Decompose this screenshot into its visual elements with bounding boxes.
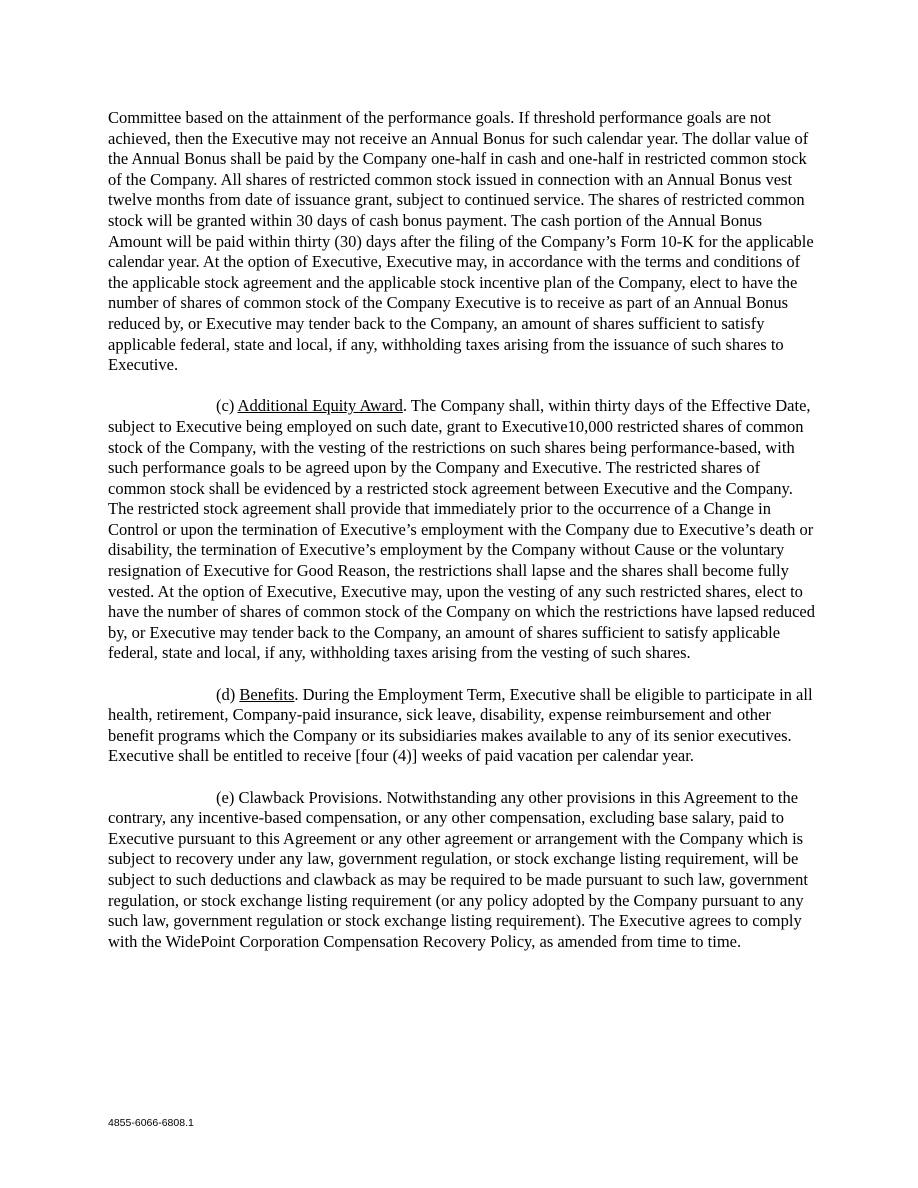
section-d-text: . During the Employment Term, Executive shall be eligible to participate in all health, retirement, Company-paid insurance, sick leave, disability, expense reimbursement and other benefit programs which the Company or its subsidiaries makes available to any of its senior executives. Executive shall be entitled to receive [four (4)] weeks of paid vacation per calendar year. [108, 684, 813, 766]
paragraph-b-continued: Committee based on the attainment of the performance goals. If threshold performance goals are not achieved, then the Executive may not receive an Annual Bonus for such calendar year. The dollar value of the Annual Bonus shall be paid by the Company one-half in cash and one-half in restricted common stock of the Company. All shares of restricted common stock issued in connection with an Annual Bonus vest twelve months from date of issuance grant, subject to continued service. The shares of restricted common stock will be granted within 30 days of cash bonus payment. The cash portion of the Annual Bonus Amount will be paid within thirty (30) days after the filing of the Company’s Form 10-K for the applicable calendar year. At the option of Executive, Executive may, in accordance with the terms and conditions of the applicable stock agreement and the applicable stock incentive plan of the Company, elect to have the number of shares of common stock of the Company Executive is to receive as part of an Annual Bonus reduced by, or Executive may tender back to the Company, an amount of shares sufficient to satisfy applicable federal, state and local, if any, withholding taxes arising from the issuance of such shares to Executive. [108, 108, 814, 375]
document-id: 4855-6066-6808.1 [108, 1117, 194, 1129]
section-c-heading: Additional Equity Award [237, 396, 403, 416]
section-d-number: (d) [216, 684, 240, 704]
section-e-text: Clawback Provisions. Notwithstanding any other provisions in this Agreement to the contrary, any incentive-based compensation, or any other compensation, excluding base salary, paid to Executive pursuant to this Agreement or any other agreement or arrangement with the Company which is subject to recovery under any law, government regulation, or stock exchange listing requirement, will be subject to such deductions and clawback as may be required to be made pursuant to such law, government regulation, or stock exchange listing requirement (or any policy adopted by the Company pursuant to any such law, government regulation or stock exchange listing requirement). The Executive agrees to comply with the WidePoint Corporation Compensation Recovery Policy, as amended from time to time. [108, 787, 808, 951]
document-body [108, 108, 816, 952]
paragraph-e [108, 788, 816, 953]
section-d-heading: Benefits [239, 684, 295, 704]
section-c-text: . The Company shall, within thirty days of the Effective Date, subject to Executive being employed on such date, grant to Executive10,000 restricted shares of common stock of the Company, with the vesting of the restrictions on such shares being performance-based, with such performance goals to be agreed upon by the Company and Executive. The restricted shares of common stock shall be evidenced by a restricted stock agreement between Executive and the Company. The restricted stock agreement shall provide that immediately prior to the occurrence of a Change in Control or upon the termination of Executive’s employment with the Company due to Executive’s death or disability, the termination of Executive’s employment by the Company without Cause or the voluntary resignation of Executive for Good Reason, the restrictions shall lapse and the shares shall become fully vested. At the option of Executive, Executive may, upon the vesting of any such restricted shares, elect to have the number of shares of common stock of the Company on which the restrictions have lapsed reduced by, or Executive may tender back to the Company, an amount of shares sufficient to satisfy applicable federal, state and local, if any, withholding taxes arising from the vesting of such shares. [108, 396, 816, 663]
section-c-number: (c) [216, 396, 238, 416]
paragraph-d [108, 685, 816, 767]
paragraph-c [108, 396, 816, 664]
section-e-number: (e) [216, 787, 239, 807]
